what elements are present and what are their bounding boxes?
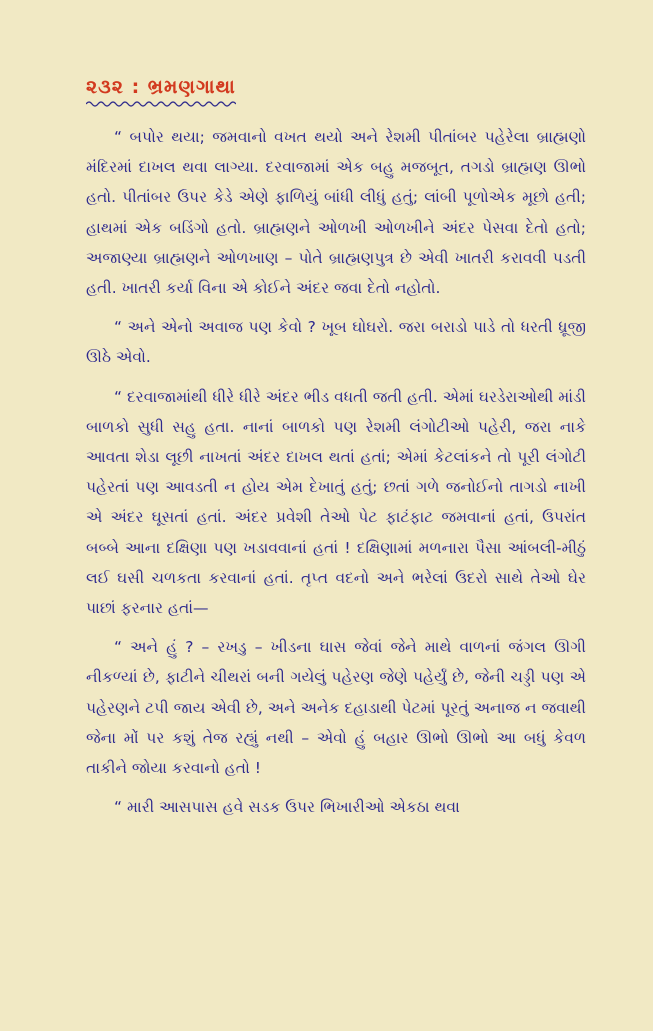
wavy-underline <box>86 100 236 108</box>
page-header <box>86 74 346 108</box>
paragraph-1: “ બપોર થયા; જમવાનો વખત થયો અને રેશમી પીતાંબર પહેરેલા બ્રાહ્મણો મંદિરમાં દાખલ થવા લાગ્યા. દરવાજામાં એક બહુ મજબૂત, તગડો બ્રાહ્મણ ઊભો હતો. પીતાંબર ઉપર કેડે એણે ફાળિયું બાંધી લીધું હતું; લાંબી પૂળોએક મૂછો હતી; હાથમાં એક બડિંગો હતો. બ્રાહ્મણને ઓળખી ઓળખીને અંદર પેસવા દેતો હતો; અજાણ્યા બ્રાહ્મણને ઓળખાણ – પોતે બ્રાહ્મણપુત્ર છે એવી ખાતરી કરાવવી પડતી હતી. ખાતરી કર્યા વિના એ કોઈને અંદર જવા દેતો નહોતો. <box>86 128 586 298</box>
paragraph-4: “ અને હું ? – રખડુ – ખીડના ઘાસ જેવાં જેને માથે વાળનાં જંગલ ઊગી નીકળ્યાં છે, ફાટીને ચીથરાં બની ગયેલું પહેરણ જેણે પહેર્યું છે, જેની ચડ્ડી પણ એ પહેરણને ટપી જાય એવી છે, અને અનેક દહાડાથી પેટમાં પૂરતું અનાજ ન જવાથી જેના મોં પર કશું તેજ રહ્યું નથી – એવો હું બહાર ઊભો ઊભો આ બધું કેવળ તાકીને જોયા કરવાનો હતો ! <box>86 638 586 778</box>
running-head: ૨૩૨ : ભ્રમણગાથા <box>86 76 236 98</box>
paragraph-5: “ મારી આસપાસ હવે સડક ઉપર ભિખારીઓ એકઠા થવા <box>114 798 460 817</box>
paragraph-3: “ દરવાજામાંથી ધીરે ધીરે અંદર ભીડ વધતી જતી હતી. એમાં ઘરડેરાઓથી માંડી બાળકો સુધી સહુ હતા. નાનાં બાળકો પણ રેશમી લંગોટીઓ પહેરી, જરા નાકે આવતા શેડા લૂછી નાખતાં અંદર દાખલ થતાં હતાં; એમાં કેટલાંકને તો પૂરી લંગોટી પહેરતાં પણ આવડતી ન હોય એમ દેખાતું હતું; છતાં ગળે જનોઈનો તાગડો નાખી એ અંદર ઘૂસતાં હતાં. અંદર પ્રવેશી તેઓ પેટ ફાટંફાટ જમવાનાં હતાં, ઉપરાંત બબ્બે આના દક્ષિણા પણ ખડાવવાનાં હતાં ! દક્ષિણામાં મળનારા પૈસા આંબલી-મીઠું લઈ ઘસી ચળકતા કરવાનાં હતાં. તૃપ્ત વદનો અને ભરેલાં ઉદરો સાથે તેઓ ઘેર પાછાં ફરનાર હતાં— <box>86 387 586 618</box>
body-text <box>86 122 586 831</box>
paragraph-2: “ અને એનો અવાજ પણ કેવો ? ખૂબ ઘોઘરો. જરા બરાડો પાડે તો ધરતી ધ્રૂજી ઊઠે એવો. <box>86 318 586 367</box>
